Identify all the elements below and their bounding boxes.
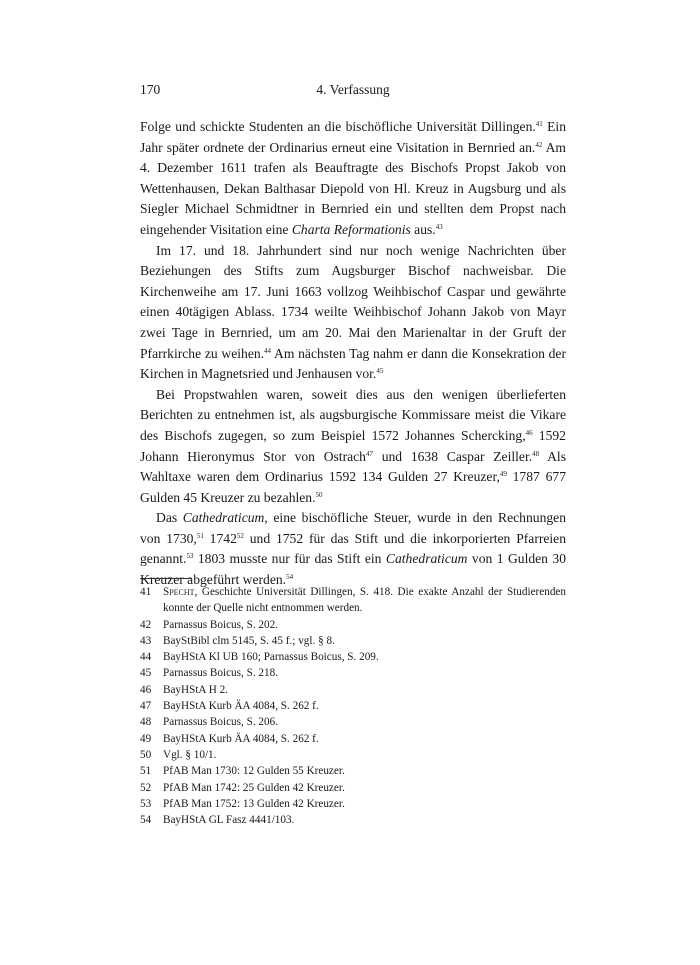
footnote-text: BayStBibl clm 5145, S. 45 f.; vgl. § 8. — [163, 634, 335, 647]
footnote-number: 53 — [140, 797, 152, 810]
footnote-number: 54 — [140, 814, 152, 827]
footnote-text: , Geschichte Universität Dillingen, S. 418. Die exakte Anzahl der Studierenden konnte der Quelle nicht entnommen werden. — [163, 586, 566, 615]
footnote-text: BayHStA Kurb ÄA 4084, S. 262 f. — [163, 700, 319, 713]
text-span: und 1638 Caspar Zeiller. — [372, 448, 533, 464]
paragraph — [140, 508, 566, 590]
footnote-number: 51 — [140, 765, 152, 778]
text-span: von 1 Gulden 30 Kreuzer abgeführt werden. — [140, 551, 566, 588]
footnote-number: 48 — [140, 716, 152, 729]
footnote — [140, 665, 566, 681]
italic-term: Cathedraticum — [182, 510, 265, 526]
footnote-ref: 48 — [532, 449, 540, 458]
footnote-ref: 43 — [435, 222, 443, 231]
text-span: Das — [156, 510, 183, 526]
footnote — [140, 796, 566, 812]
footnote-text: PfAB Man 1742: 25 Gulden 42 Kreuzer. — [163, 781, 345, 794]
paragraph — [140, 241, 566, 385]
footnote-ref: 51 — [196, 531, 204, 540]
footnote — [140, 584, 566, 617]
footnote — [140, 617, 566, 633]
footnotes — [140, 584, 566, 828]
italic-term: Charta Reformationis — [291, 221, 411, 237]
footnote-text: Vgl. § 10/1. — [163, 748, 217, 761]
text-span: , eine bischöfliche Steuer, wurde in den Rechnungen von 1730, — [140, 510, 566, 546]
text-span: Als Wahltaxe waren dem Ordinarius 1592 134 Gulden 27 Kreuzer, — [140, 448, 566, 485]
footnote — [140, 698, 566, 714]
footnote — [140, 812, 566, 828]
paragraph — [140, 117, 566, 241]
footnote-text: BayHStA Kurb ÄA 4084, S. 262 f. — [163, 732, 319, 745]
footnote-text: BayHStA GL Fasz 4441/103. — [163, 814, 295, 827]
footnote-text: BayHStA H 2. — [163, 683, 228, 696]
body-text — [140, 117, 566, 591]
footnote-number: 47 — [140, 700, 152, 713]
footnote-number: 50 — [140, 748, 152, 761]
footnote-number: 49 — [140, 732, 152, 745]
footnote-ref: 46 — [525, 428, 533, 437]
footnote — [140, 714, 566, 730]
footnote-ref: 50 — [315, 490, 323, 499]
page-number: 170 — [140, 82, 161, 97]
footnote-number: 45 — [140, 667, 152, 680]
paragraph — [140, 385, 566, 509]
footnote-text: BayHStA Kl UB 160; Parnassus Boicus, S. 209. — [163, 651, 379, 664]
footnote-ref: 47 — [365, 449, 373, 458]
text-span: aus. — [410, 221, 436, 237]
footnote — [140, 682, 566, 698]
text-span: 1742 — [203, 530, 237, 546]
footnote — [140, 649, 566, 665]
footnote-ref: 44 — [264, 346, 272, 355]
footnote-text: Parnassus Boicus, S. 218. — [163, 667, 278, 680]
footnote-text: PfAB Man 1752: 13 Gulden 42 Kreuzer. — [163, 797, 345, 810]
text-span: 1592 Johann Hieronymus Stor von Ostrach — [140, 427, 566, 464]
text-span: Im 17. und 18. Jahrhundert sind nur noch wenige Nachrichten über Beziehungen des Stifts zum Augsburger Bischof nachweisbar. Die Kirchenweihe am 17. Juni 1663 vollzog Weihbischof Caspar und gewährte einen 40tägigen Ablass. 1734 weilte Weihbischof Johann Jakob von Mayr zwei Tage in Bernried, um am 20. Mai den Marienaltar in der Gruft der Pfarrkirche zu weihen. — [140, 242, 566, 361]
footnote-ref: 45 — [376, 367, 384, 376]
footnote — [140, 731, 566, 747]
footnote — [140, 633, 566, 649]
footnote-text: Parnassus Boicus, S. 206. — [163, 716, 278, 729]
footnote-ref: 52 — [236, 531, 244, 540]
footnote-text: Parnassus Boicus, S. 202. — [163, 618, 278, 631]
footnote-text: PfAB Man 1730: 12 Gulden 55 Kreuzer. — [163, 765, 345, 778]
footnote-number: 46 — [140, 683, 152, 696]
footnote-number: 42 — [140, 618, 152, 631]
footnote — [140, 780, 566, 796]
text-span: 1803 musste nur für das Stift ein — [193, 551, 386, 567]
footnote-ref: 49 — [499, 470, 507, 479]
footnote — [140, 763, 566, 779]
footnote-number: 43 — [140, 634, 152, 647]
text-span: Am nächsten Tag nahm er dann die Konsekration der Kirchen in Magnetsried und Jenhausen vor. — [140, 345, 566, 382]
footnote-author: Specht — [163, 586, 195, 598]
running-title: 4. Verfassung — [316, 82, 390, 97]
text-span: Am 4. Dezember 1611 trafen als Beauftragte des Bischofs Propst Jakob von Wettenhausen, Dekan Balthasar Diepold von Hl. Kreuz in Augsburg und als Siegler Michael Schmidtner in Bernried ein und stellten dem Propst nach eingehender Visitation eine — [140, 139, 566, 237]
text-span: Ein Jahr später ordnete der Ordinarius erneut eine Visitation in Bernried an. — [140, 119, 566, 155]
text-span: 1787 677 Gulden 45 Kreuzer zu bezahlen. — [140, 469, 566, 505]
footnote — [140, 747, 566, 763]
footnote-number: 41 — [140, 586, 152, 598]
text-span: Bei Propstwahlen waren, soweit dies aus den wenigen überlieferten Berichten zu entnehmen ist, als augsburgische Kommissare meist die Vikare des Bischofs zugegen, so zum Beispiel 1572 Johannes Schercking, — [140, 386, 566, 443]
italic-term: Cathedraticum — [385, 551, 468, 567]
footnote-number: 52 — [140, 781, 152, 794]
footnote-divider — [140, 578, 192, 579]
footnote-ref: 41 — [535, 120, 543, 128]
footnote-number: 44 — [140, 651, 152, 664]
text-span: Folge und schickte Studenten an die bischöfliche Universität Dillingen. — [140, 119, 536, 134]
footnote-ref: 42 — [535, 140, 543, 149]
page-header — [140, 82, 566, 102]
text-span: und 1752 für das Stift und die inkorporierten Pfarreien genannt. — [140, 530, 567, 567]
footnote-ref: 53 — [186, 552, 194, 561]
footnote-ref: 54 — [286, 573, 294, 582]
